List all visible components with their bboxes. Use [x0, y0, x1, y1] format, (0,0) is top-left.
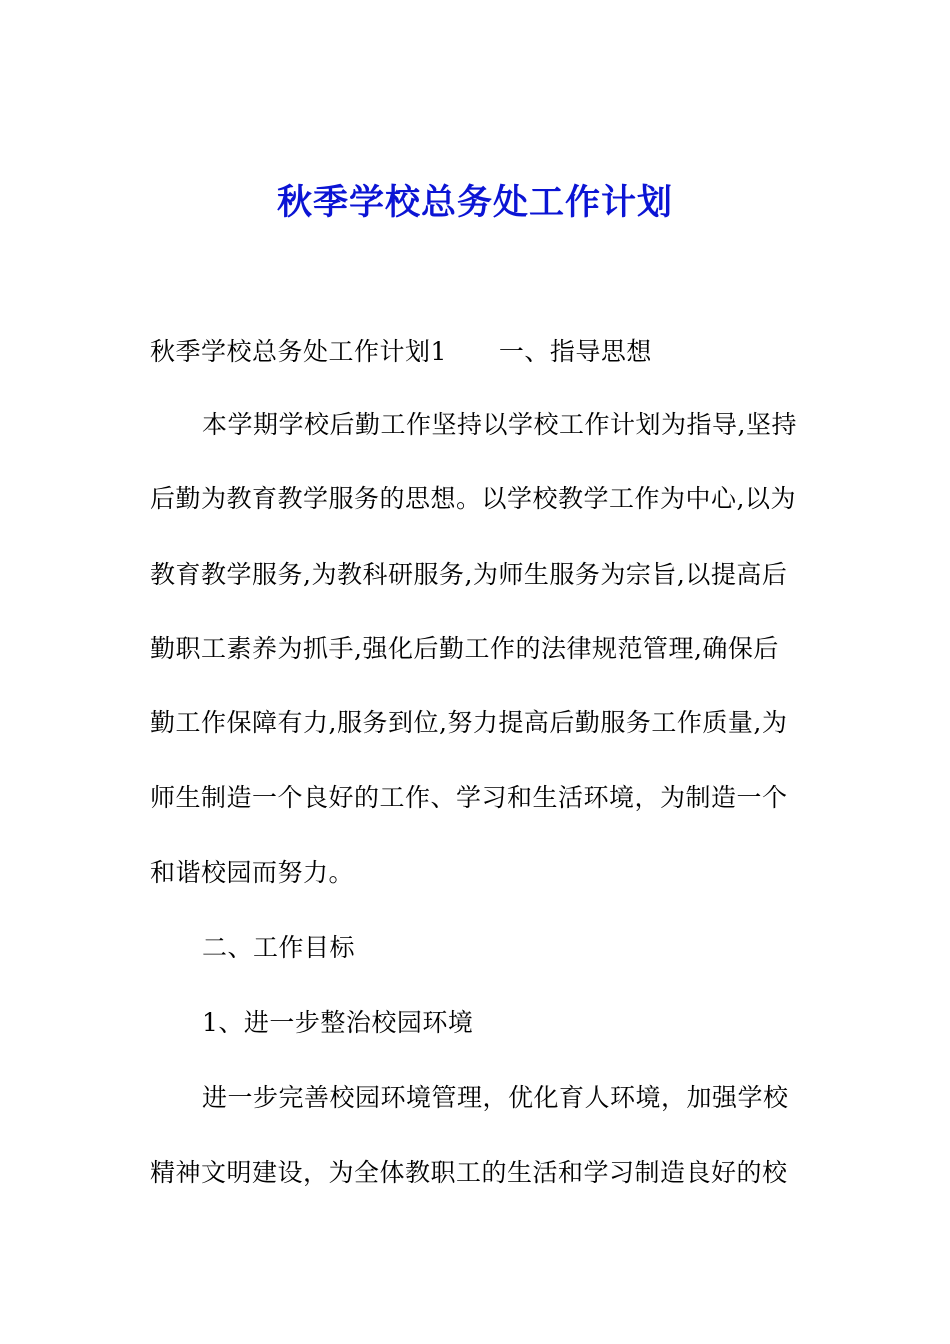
item-heading: 1、进一步整治校园环境 — [202, 1008, 474, 1037]
intro-line — [150, 334, 810, 370]
document-title: 秋季学校总务处工作计划 — [276, 182, 673, 223]
paragraph-line: 后勤为教育教学服务的思想。以学校教学工作为中心,以为 — [150, 484, 796, 513]
section-heading-guiding-thought: 一、指导思想 — [498, 337, 652, 366]
paragraph-line: 和谐校园而努力。 — [150, 858, 355, 887]
plan-heading: 秋季学校总务处工作计划1 — [150, 337, 447, 366]
paragraph-line: 勤工作保障有力,服务到位,努力提高后勤服务工作质量,为 — [150, 708, 788, 737]
paragraph-line: 进一步完善校园环境管理，优化育人环境，加强学校 — [202, 1083, 789, 1112]
paragraph-line: 师生制造一个良好的工作、学习和生活环境，为制造一个 — [150, 783, 788, 812]
paragraph-line: 教育教学服务,为教科研服务,为师生服务为宗旨,以提高后 — [150, 560, 788, 589]
paragraph-line: 勤职工素养为抓手,强化后勤工作的法律规范管理,确保后 — [150, 634, 779, 663]
paragraph-line: 精神文明建设，为全体教职工的生活和学习制造良好的校 — [150, 1158, 788, 1187]
paragraph-line: 本学期学校后勤工作坚持以学校工作计划为指导,坚持 — [202, 410, 797, 439]
section-heading-work-goals: 二、工作目标 — [202, 933, 356, 962]
